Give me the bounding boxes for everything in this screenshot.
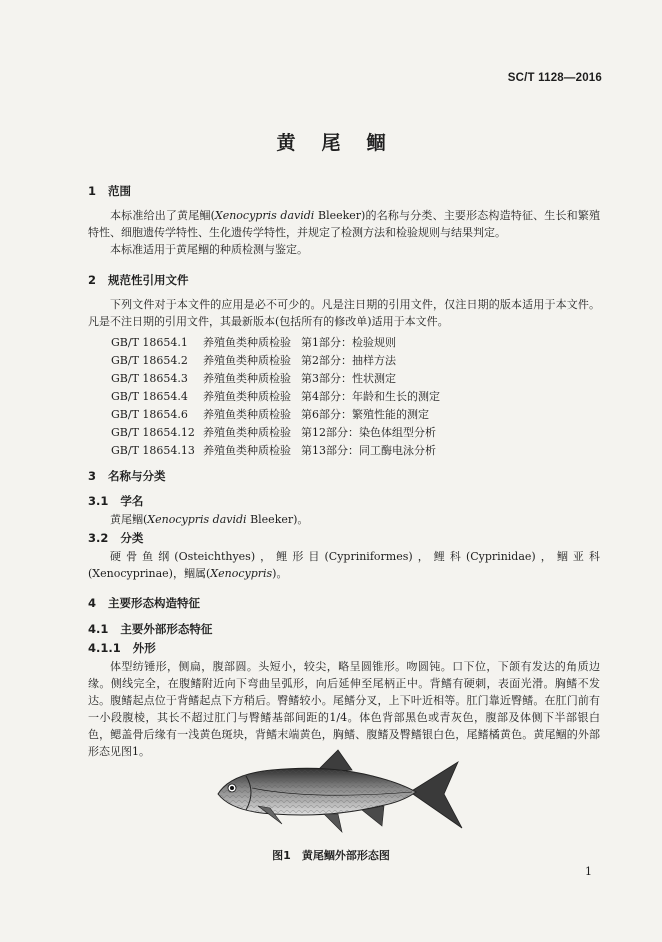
reference-item	[111, 406, 429, 422]
section-1-number: 1	[88, 184, 97, 198]
section-4-1-heading	[88, 621, 212, 637]
reference-item	[111, 352, 396, 368]
section-3-1-title: 学名	[120, 494, 144, 508]
section-4-1-number: 4.1	[88, 622, 109, 636]
page-number: 1	[585, 865, 592, 878]
section-4-1-1-title: 外形	[132, 641, 156, 655]
fish-illustration	[212, 748, 468, 838]
section-3-2-number: 3.2	[88, 531, 109, 545]
section-3-number: 3	[88, 469, 97, 483]
reference-part: 第6部分：繁殖性能的测定	[301, 408, 429, 421]
section-4-1-title: 主要外部形态特征	[120, 622, 213, 636]
reference-std: GB/T 18654.4	[111, 390, 188, 403]
section-2-heading	[88, 272, 189, 288]
section-4-1-1-number: 4.1.1	[88, 641, 121, 655]
s31-text-a: 黄尾鲴(	[110, 513, 148, 526]
s1-p1-text-a: 本标准给出了黄尾鲴(	[110, 209, 215, 222]
section-3-2-text	[88, 548, 600, 582]
standard-code: SC/T 1128—2016	[507, 72, 602, 84]
section-3-2-heading	[88, 530, 143, 546]
section-4-heading	[88, 595, 200, 611]
reference-name: 养殖鱼类种质检验	[203, 372, 291, 385]
reference-part: 第13部分：同工酶电泳分析	[301, 444, 436, 457]
s1-p1-scientific-name: Xenocypris davidi	[214, 209, 315, 222]
reference-part: 第1部分：检验规则	[301, 336, 396, 349]
section-1-paragraph-1	[88, 207, 600, 241]
reference-std: GB/T 18654.3	[111, 372, 188, 385]
section-2-number: 2	[88, 273, 97, 287]
s31-text-b: Bleeker)。	[246, 513, 309, 526]
section-1-paragraph-2: 本标准适用于黄尾鲴的种质检测与鉴定。	[110, 243, 308, 256]
reference-item	[111, 334, 396, 350]
reference-name: 养殖鱼类种质检验	[203, 444, 291, 457]
section-4-number: 4	[88, 596, 97, 610]
section-3-2-title: 分类	[120, 531, 144, 545]
s1-p1-text-b: Bleeker)的名称与分类、主要形态构造特征、生长和繁殖特性、细胞遗传学特性、生化遗传学特性，并规定了检测方法和检验规则与结果判定。	[88, 209, 601, 239]
section-3-1-number: 3.1	[88, 494, 109, 508]
reference-item	[111, 442, 436, 458]
reference-part: 第3部分：性状测定	[301, 372, 396, 385]
reference-name: 养殖鱼类种质检验	[203, 390, 291, 403]
reference-item	[111, 388, 440, 404]
reference-item	[111, 424, 436, 440]
reference-part: 第12部分：染色体组型分析	[301, 426, 436, 439]
reference-name: 养殖鱼类种质检验	[203, 336, 291, 349]
reference-name: 养殖鱼类种质检验	[203, 354, 291, 367]
document-title: 黄尾鲴	[276, 132, 412, 154]
reference-name: 养殖鱼类种质检验	[203, 408, 291, 421]
section-4-1-1-heading	[88, 640, 156, 656]
s32-genus-name: Xenocypris	[210, 567, 273, 580]
section-1-heading	[88, 183, 131, 199]
reference-std: GB/T 18654.12	[111, 426, 195, 439]
section-3-1-text	[88, 511, 600, 528]
s32-text-a: 硬骨鱼纲(Osteichthyes)，鲤形目(Cypriniformes)，鲤科(Cyprinidae)，鲴亚科(Xenocyprinae)，鲴属(	[88, 550, 600, 580]
section-2-title: 规范性引用文件	[108, 273, 189, 287]
reference-name: 养殖鱼类种质检验	[203, 426, 291, 439]
reference-std: GB/T 18654.1	[111, 336, 188, 349]
section-4-1-1-text: 体型纺锤形，侧扁，腹部圆。头短小，较尖，略呈圆锥形。吻圆钝。口下位，下颌有发达的角质边缘。侧线完全，在腹鳍附近向下弯曲呈弧形，向后延伸至尾柄正中。背鳍有硬刺，表面光滑。胸鳍不发达。腹鳍起点位于背鳍起点下方稍后。臀鳍较小。尾鳍分叉，上下叶近相等。肛门靠近臀鳍。在肛门前有一小段腹棱，其长不超过肛门与臀鳍基部间距的1/4。体色背部黑色或青灰色，腹部及体侧下半部银白色，鳃盖骨后缘有一浅黄色斑块，背鳍末端黄色，胸鳍、腹鳍及臀鳍银白色，尾鳍橘黄色。黄尾鲴的外部形态见图1。	[88, 660, 600, 758]
reference-item	[111, 370, 396, 386]
reference-part: 第4部分：年龄和生长的测定	[301, 390, 440, 403]
section-1-title: 范围	[108, 184, 132, 198]
s32-text-b: )。	[272, 567, 288, 580]
reference-std: GB/T 18654.6	[111, 408, 188, 421]
section-3-1-heading	[88, 493, 143, 509]
section-3-heading	[88, 468, 166, 484]
section-2-paragraph-1: 下列文件对于本文件的应用是必不可少的。凡是注日期的引用文件，仅注日期的版本适用于本文件。凡是不注日期的引用文件，其最新版本(包括所有的修改单)适用于本文件。	[88, 298, 600, 328]
reference-std: GB/T 18654.13	[111, 444, 195, 457]
s31-scientific-name: Xenocypris davidi	[147, 513, 247, 526]
section-4-title: 主要形态构造特征	[108, 596, 201, 610]
figure-caption: 图1 黄尾鲴外部形态图	[272, 849, 390, 862]
section-3-title: 名称与分类	[108, 469, 166, 483]
reference-std: GB/T 18654.2	[111, 354, 188, 367]
reference-part: 第2部分：抽样方法	[301, 354, 396, 367]
